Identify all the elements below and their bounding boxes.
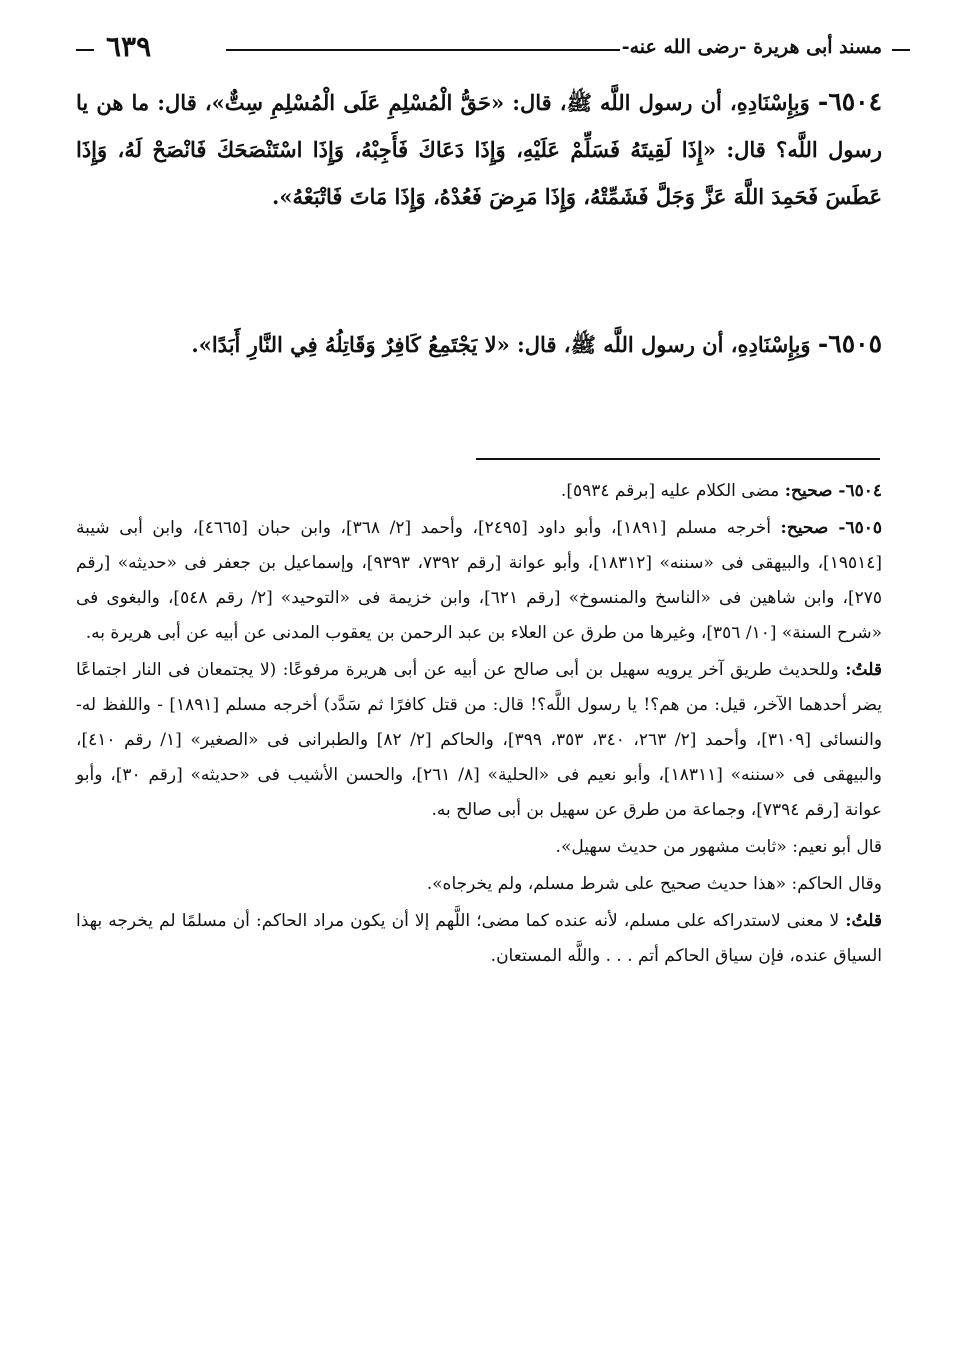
hadith-text: «لا يَجْتَمِعُ كَافِرٌ وَقَاتِلُهُ فِي النَّارِ أَبَدًا». bbox=[191, 332, 510, 357]
footnote-6504 bbox=[76, 474, 882, 509]
running-title: مسند أبى هريرة -رضى الله عنه- bbox=[621, 36, 882, 58]
hadith-6504 bbox=[76, 78, 882, 220]
footnote-hakim bbox=[76, 867, 882, 902]
page-number: ٦٣٩ bbox=[106, 30, 152, 63]
footnote-text: مضى الكلام عليه [برقم ٥٩٣٤]. bbox=[560, 481, 780, 501]
header-dash-left bbox=[76, 49, 94, 51]
footnote-separator bbox=[476, 458, 880, 460]
hadith-intro: وَبِإِسْنَادِهِ، أن رسول اللَّه ﷺ، قال: bbox=[517, 332, 811, 357]
footnote-abu-nuaym bbox=[76, 830, 882, 865]
hadith-6505 bbox=[76, 320, 882, 368]
hadith-number: ٦٥٠٥- bbox=[817, 329, 882, 358]
footnote-text: أخرجه مسلم [١٨٩١]، وأبو داود [٢٤٩٥]، وأحمد [٢/ ٣٦٨]، وابن حبان [٤٦٦٥]، وابن أبى شيبة [١٩٥١٤]، والبيهقى فى «سننه» [١٨٣١٢]، وأبو عوانة [رقم ٧٣٩٢، ٩٣٩٣]، وإسماعيل بن جعفر فى «حديثه» [رقم ٢٧٥]، وابن شاهين فى «الناسخ والمنسوخ» [رقم ٦٢١]، وابن خزيمة فى «التوحيد» [٢/ رقم ٥٤٨]، والبغوى فى «شرح السنة» [١٠/ ٣٥٦]، وغيرها من طرق عن العلاء بن عبد الرحمن بن يعقوب المدنى عن أبيه عن أبى هريرة به. bbox=[76, 518, 882, 643]
footnote-6505 bbox=[76, 511, 882, 651]
footnote-text: وقال الحاكم: «هذا حديث صحيح على شرط مسلم، ولم يخرجاه». bbox=[426, 874, 882, 894]
footnote-label: ٦٥٠٤- صحيح: bbox=[784, 481, 882, 501]
footnote-comment bbox=[76, 653, 882, 828]
header-dash-right bbox=[892, 49, 910, 51]
hadith-text: «حَقُّ الْمُسْلِمِ عَلَى الْمُسْلِمِ سِتٌّ»، قال: ما هن يا رسول اللَّه؟ قال: «إِذَا لَقِيتَهُ فَسَلِّمْ عَلَيْهِ، وَإِذَا دَعَاكَ فَأَجِبْهُ، وَإِذَا اسْتَنْصَحَكَ فَانْصَحْ لَهُ، وَإِذَا عَطَسَ فَحَمِدَ اللَّهَ عَزَّ وَجَلَّ فَشَمِّتْهُ، وَإِذَا مَرِضَ فَعُدْهُ، وَإِذَا مَاتَ فَاتْبَعْهُ». bbox=[76, 90, 882, 209]
hadith-number: ٦٥٠٤- bbox=[817, 87, 883, 116]
footnote-label: قلتُ: bbox=[845, 660, 883, 680]
footnote-final-comment bbox=[76, 904, 882, 974]
header-rule bbox=[226, 49, 620, 51]
footnotes bbox=[76, 474, 882, 976]
page-header bbox=[76, 30, 882, 70]
footnote-text: قال أبو نعيم: «ثابت مشهور من حديث سهيل». bbox=[555, 837, 882, 857]
footnote-text: وللحديث طريق آخر يرويه سهيل بن أبى صالح عن أبيه عن أبى هريرة مرفوعًا: (لا يجتمعان فى النار اجتماعًا يضر أحدهما الآخر، قيل: من هم؟! يا رسول اللَّه؟! قال: من قتل كافرًا ثم سَدَّد) أخرجه مسلم [١٨٩١] - واللفظ له- والنسائى [٣١٠٩]، وأحمد [٢/ ٢٦٣، ٣٤٠، ٣٥٣، ٣٩٩]، والحاكم [٢/ ٨٢] والطبرانى فى «الصغير» [١/ رقم ٤١٠]، والبيهقى فى «سننه» [١٨٣١١]، وأبو نعيم فى «الحلية» [٨/ ٢٦١]، والحسن الأشيب فى «حديثه» [رقم ٣٠]، وأبو عوانة [رقم ٧٣٩٤]، وجماعة من طرق عن سهيل بن أبى صالح به. bbox=[76, 660, 883, 820]
footnote-label: ٦٥٠٥- صحيح: bbox=[780, 518, 883, 538]
footnote-label: قلتُ: bbox=[845, 911, 882, 931]
footnote-text: لا معنى لاستدراكه على مسلم، لأنه عنده كما مضى؛ اللَّهم إلا أن يكون مراد الحاكم: أن مسلمًا لم يخرجه بهذا السياق عنده، فإن سياق الحاكم أتم . . . واللَّه المستعان. bbox=[76, 911, 882, 966]
hadith-intro: وَبِإِسْنَادِهِ، أن رسول اللَّه ﷺ، قال: bbox=[512, 90, 810, 115]
